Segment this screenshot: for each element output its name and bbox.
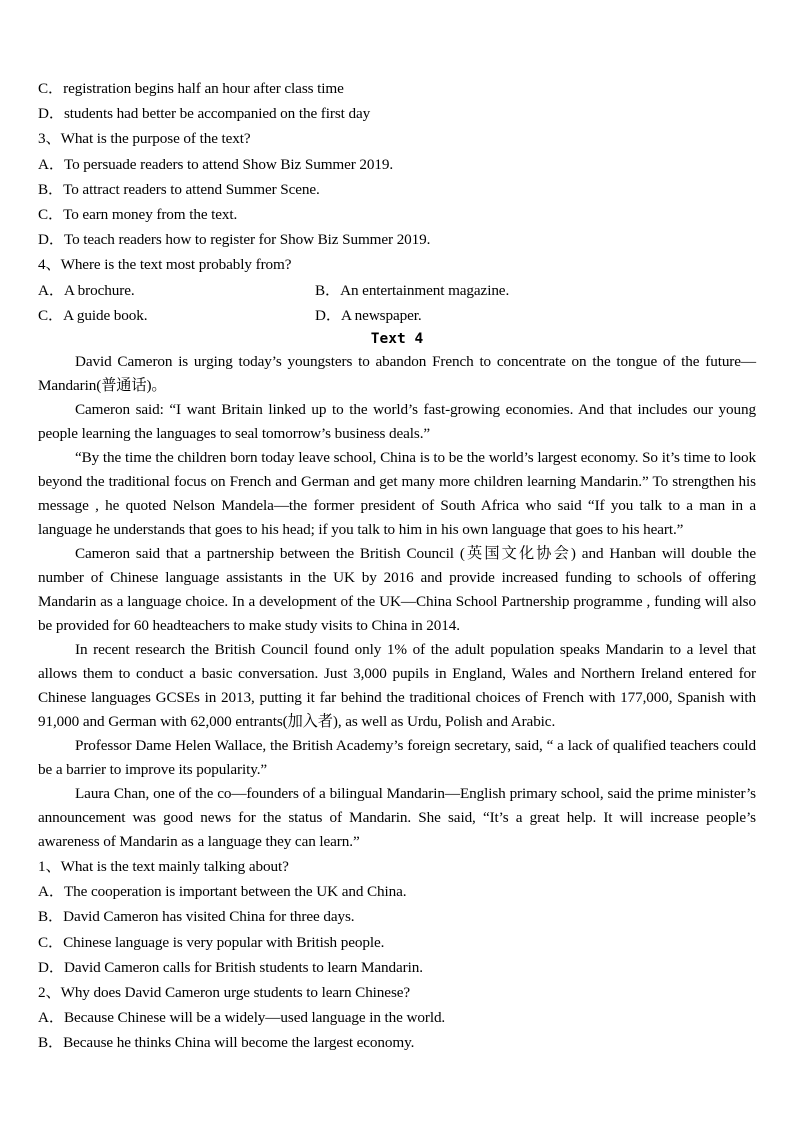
question-3-prompt: 3、What is the purpose of the text? (38, 130, 251, 148)
question-4-option-row (38, 278, 756, 303)
question-2-option-a: A．Because Chinese will be a widely—used language in the world. (38, 1009, 446, 1027)
question-4-option-c: C．A guide book. (38, 306, 148, 324)
passage-paragraph: In recent research the British Council found only 1% of the adult population speaks Mandarin to a level that allows them to conduct a basic conversation. Just 3,000 pupils in England, Wales and Northern Ireland entered for Chinese languages GCSEs in 2013, putting it far behind the traditional choices of French with 177,000, Spanish with 91,000 and German with 62,000 entrants(加入者), as well as Urdu, Polish and Arabic. (38, 641, 756, 731)
question-3-option-a: A．To persuade readers to attend Show Biz Summer 2019. (38, 155, 394, 173)
question-4-option-a: A．A brochure. (38, 281, 135, 299)
option-line-d: D．students had better be accompanied on the first day (38, 105, 371, 123)
passage-paragraph: “By the time the children born today leave school, China is to be the world’s largest economy. So it’s time to look beyond the traditional focus on French and German and get many more children learning Mandarin.” To strengthen his message , he quoted Nelson Mandela—the former president of South Africa who said “If you talk to a man in a language he understands that goes to his head; if you talk to him in his own language that goes to his heart.” (38, 449, 756, 539)
option-line-c: C．registration begins half an hour after class time (38, 80, 344, 97)
page-content (38, 76, 756, 1056)
question-2-option-b: B．Because he thinks China will become the largest economy. (38, 1034, 415, 1052)
question-1-option-a: A．The cooperation is important between the UK and China. (38, 883, 407, 901)
question-1-option-b: B．David Cameron has visited China for three days. (38, 908, 355, 926)
passage-paragraph: Professor Dame Helen Wallace, the British Academy’s foreign secretary, said, “ a lack of qualified teachers could be a barrier to improve its popularity.” (38, 737, 756, 779)
question-4-option-d: D．A newspaper. (315, 306, 422, 324)
passage-paragraph: Cameron said that a partnership between the British Council (英国文化协会) and Hanban will double the number of Chinese language assistants in the UK by 2016 and provide increased funding to schools of offering Mandarin as a language choice. In a development of the UK—China School Partnership programme , funding will also be provided for 60 headteachers to make study visits to China in 2014. (38, 545, 756, 635)
question-4-prompt: 4、Where is the text most probably from? (38, 256, 292, 274)
question-3-option-c: C．To earn money from the text. (38, 206, 238, 224)
question-1-prompt: 1、What is the text mainly talking about? (38, 858, 289, 876)
question-4-option-row (38, 303, 756, 328)
question-3-option-b: B．To attract readers to attend Summer Scene. (38, 180, 320, 198)
passage-paragraph: Cameron said: “I want Britain linked up to the world’s fast-growing economies. And that includes our young people learning the languages to seal tomorrow’s business deals.” (38, 401, 756, 443)
passage-paragraph: Laura Chan, one of the co—founders of a bilingual Mandarin—English primary school, said the prime minister’s announcement was good news for the status of Mandarin. She said, “It’s a great help. It will increase people’s awareness of Mandarin as a language they can learn.” (38, 785, 756, 851)
passage-paragraph: David Cameron is urging today’s youngsters to abandon French to concentrate on the tongue of the future—Mandarin(普通话)。 (38, 353, 756, 395)
question-1-option-c: C．Chinese language is very popular with British people. (38, 933, 385, 951)
question-1-option-d: D．David Cameron calls for British students to learn Mandarin. (38, 958, 423, 976)
question-4-option-b: B．An entertainment magazine. (315, 281, 510, 299)
passage-heading: Text 4 (370, 331, 424, 348)
question-3-option-d: D．To teach readers how to register for Show Biz Summer 2019. (38, 231, 431, 249)
question-2-prompt: 2、Why does David Cameron urge students to learn Chinese? (38, 984, 411, 1002)
